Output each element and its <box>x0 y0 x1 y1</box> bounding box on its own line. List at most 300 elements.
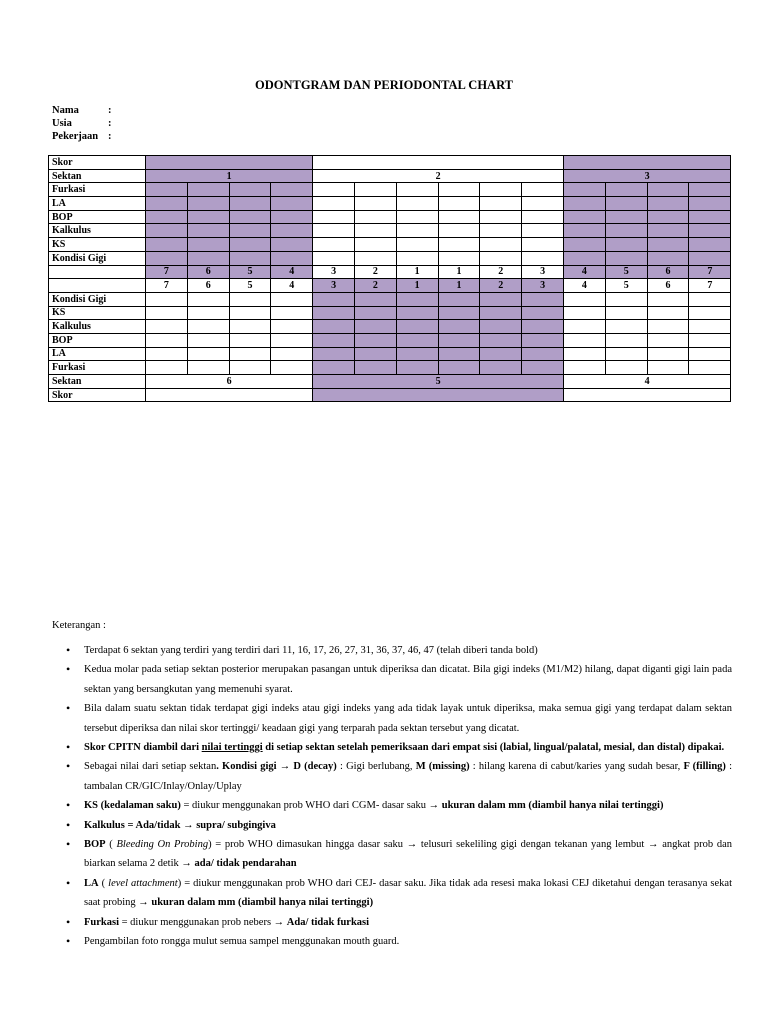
tooth-cell[interactable] <box>187 210 229 224</box>
patient-field-age <box>52 117 112 130</box>
tooth-cell[interactable] <box>647 333 689 347</box>
tooth-cell[interactable] <box>187 361 229 375</box>
tooth-cell[interactable] <box>146 361 188 375</box>
tooth-cell[interactable] <box>313 224 355 238</box>
row-label: Kondisi Gigi <box>49 292 146 306</box>
empty-label-cell <box>49 279 146 293</box>
tooth-cell[interactable] <box>313 361 355 375</box>
tooth-cell[interactable] <box>564 251 606 265</box>
field-label: Usia <box>52 118 72 130</box>
score-cell[interactable] <box>146 156 313 170</box>
tooth-cell[interactable] <box>480 361 522 375</box>
tooth-cell[interactable] <box>480 224 522 238</box>
tooth-cell[interactable] <box>689 183 731 197</box>
note-text: nilai tertinggi <box>201 742 263 754</box>
tooth-cell[interactable] <box>271 361 313 375</box>
note-text: level attachment <box>108 877 178 889</box>
note-item <box>52 874 732 913</box>
tooth-cell[interactable] <box>564 347 606 361</box>
tooth-cell[interactable] <box>146 210 188 224</box>
row-label: Skor <box>49 388 146 402</box>
note-text: Pengambilan foto rongga mulut semua sampel menggunakan mouth guard. <box>84 936 400 948</box>
tooth-cell[interactable] <box>354 224 396 238</box>
note-text: ukuran dalam mm (diambil hanya nilai tertinggi) <box>441 800 664 812</box>
tooth-cell[interactable] <box>313 238 355 252</box>
tooth-cell[interactable] <box>146 224 188 238</box>
chart-row <box>49 169 731 183</box>
note-text: . Kondisi gigi → D (decay) <box>216 761 337 773</box>
tooth-cell[interactable] <box>229 320 271 334</box>
row-label: Furkasi <box>49 183 146 197</box>
note-item <box>52 796 732 815</box>
note-item <box>52 738 732 757</box>
tooth-number: 2 <box>354 279 396 293</box>
tooth-cell[interactable] <box>438 292 480 306</box>
tooth-number: 5 <box>605 265 647 279</box>
tooth-cell[interactable] <box>480 238 522 252</box>
tooth-cell[interactable] <box>480 210 522 224</box>
tooth-cell[interactable] <box>396 238 438 252</box>
tooth-number: 4 <box>564 279 606 293</box>
tooth-cell[interactable] <box>271 347 313 361</box>
note-text: Bila dalam suatu sektan tidak terdapat gigi indeks atau gigi indeks yang ada tidak layak untuk diperiksa, maka semua gigi yang terdapat dalam sektan tersebut diperiksa dan nilai skor tertinggi/ keadaan gigi yang terparah pada sektan tersebut yang dicatat. <box>84 703 732 734</box>
tooth-cell[interactable] <box>146 333 188 347</box>
tooth-cell[interactable] <box>480 183 522 197</box>
tooth-cell[interactable] <box>354 238 396 252</box>
note-item <box>52 913 732 932</box>
tooth-number: 6 <box>647 265 689 279</box>
tooth-number: 4 <box>271 265 313 279</box>
score-cell[interactable] <box>313 156 564 170</box>
patient-info <box>52 104 112 144</box>
tooth-number: 6 <box>187 279 229 293</box>
tooth-cell[interactable] <box>271 333 313 347</box>
tooth-cell[interactable] <box>689 347 731 361</box>
field-separator: : <box>108 118 112 130</box>
tooth-number: 7 <box>689 265 731 279</box>
note-text: Ada/ tidak furkasi <box>286 916 370 928</box>
tooth-cell[interactable] <box>354 306 396 320</box>
note-text: M (missing) <box>415 761 470 773</box>
note-text: Skor CPITN diambil dari <box>84 742 202 754</box>
patient-field-occupation <box>52 130 112 143</box>
tooth-cell[interactable] <box>313 292 355 306</box>
tooth-cell[interactable] <box>396 306 438 320</box>
tooth-number: 7 <box>146 265 188 279</box>
tooth-cell[interactable] <box>605 224 647 238</box>
note-text: F (filling) <box>683 761 726 773</box>
page-title: ODONTGRAM DAN PERIODONTAL CHART <box>254 78 514 92</box>
sextant-label: 6 <box>146 375 313 389</box>
sextant-label: 1 <box>146 169 313 183</box>
tooth-cell[interactable] <box>396 292 438 306</box>
tooth-cell[interactable] <box>605 320 647 334</box>
tooth-cell[interactable] <box>689 292 731 306</box>
tooth-cell[interactable] <box>689 320 731 334</box>
note-text: Terdapat 6 sektan yang terdiri yang terdiri dari 11, 16, 17, 26, 27, 31, 36, 37, 46, 47 (telah diberi tanda bold) <box>84 645 538 656</box>
tooth-cell[interactable] <box>271 320 313 334</box>
tooth-number: 4 <box>564 265 606 279</box>
score-cell[interactable] <box>313 388 564 402</box>
tooth-cell[interactable] <box>605 238 647 252</box>
note-item <box>52 699 732 738</box>
tooth-cell[interactable] <box>187 251 229 265</box>
tooth-cell[interactable] <box>564 238 606 252</box>
tooth-cell[interactable] <box>480 292 522 306</box>
tooth-cell[interactable] <box>354 320 396 334</box>
tooth-cell[interactable] <box>271 197 313 211</box>
tooth-cell[interactable] <box>187 238 229 252</box>
tooth-cell[interactable] <box>689 361 731 375</box>
note-text: : tambalan CR/GIC/Inlay/Onlay/Uplay <box>84 761 733 792</box>
tooth-cell[interactable] <box>522 183 564 197</box>
tooth-cell[interactable] <box>689 210 731 224</box>
note-text: ada/ tidak pendarahan <box>194 858 297 870</box>
tooth-cell[interactable] <box>187 320 229 334</box>
note-text: di setiap sektan setelah pemeriksaan dari empat sisi (labial, lingual/palatal, mesial, dan distal) dipakai. <box>262 742 725 754</box>
tooth-cell[interactable] <box>438 361 480 375</box>
score-cell[interactable] <box>146 388 313 402</box>
chart-row <box>49 292 731 306</box>
tooth-cell[interactable] <box>229 306 271 320</box>
tooth-cell[interactable] <box>271 251 313 265</box>
tooth-cell[interactable] <box>438 238 480 252</box>
tooth-cell[interactable] <box>187 224 229 238</box>
tooth-cell[interactable] <box>438 197 480 211</box>
tooth-cell[interactable] <box>689 197 731 211</box>
tooth-cell[interactable] <box>146 347 188 361</box>
tooth-cell[interactable] <box>522 210 564 224</box>
empty-label-cell <box>49 265 146 279</box>
tooth-cell[interactable] <box>354 347 396 361</box>
sextant-label: 2 <box>313 169 564 183</box>
tooth-cell[interactable] <box>647 183 689 197</box>
note-text: ) = prob WHO dimasukan hingga dasar saku → telusuri sekeliling gigi dengan tekanan yang lembut → angkat prob dan biarkan selama 2 detik → <box>84 839 733 870</box>
note-text: = diukur menggunakan prob nebers → <box>119 916 287 928</box>
tooth-cell[interactable] <box>271 238 313 252</box>
tooth-cell[interactable] <box>522 333 564 347</box>
tooth-number: 3 <box>522 279 564 293</box>
chart-row <box>49 251 731 265</box>
tooth-cell[interactable] <box>647 320 689 334</box>
row-label: KS <box>49 238 146 252</box>
tooth-number: 7 <box>689 279 731 293</box>
score-cell[interactable] <box>564 388 731 402</box>
tooth-cell[interactable] <box>271 183 313 197</box>
tooth-cell[interactable] <box>522 251 564 265</box>
tooth-cell[interactable] <box>396 251 438 265</box>
tooth-cell[interactable] <box>480 197 522 211</box>
tooth-cell[interactable] <box>229 224 271 238</box>
tooth-number: 5 <box>229 279 271 293</box>
note-text: ( <box>98 877 109 889</box>
chart-row <box>49 375 731 389</box>
tooth-cell[interactable] <box>229 292 271 306</box>
tooth-number: 1 <box>396 265 438 279</box>
note-text: Kedua molar pada setiap sektan posterior merupakan pasangan untuk diperiksa dan dicatat. Bila gigi indeks (M1/M2) hilang, dapat diganti gigi lain pada sektan yang bersangkutan yang memenuhi syarat. <box>84 664 732 695</box>
tooth-cell[interactable] <box>564 333 606 347</box>
tooth-cell[interactable] <box>564 183 606 197</box>
tooth-cell[interactable] <box>647 251 689 265</box>
tooth-cell[interactable] <box>564 224 606 238</box>
tooth-cell[interactable] <box>354 210 396 224</box>
note-text: ) = diukur menggunakan prob WHO dari CEJ- dasar saku. Jika tidak ada resesi maka lokasi CEJ diketahui dengan terasanya sekat saat probing → <box>84 877 732 909</box>
tooth-cell[interactable] <box>605 183 647 197</box>
tooth-number: 3 <box>313 279 355 293</box>
tooth-cell[interactable] <box>605 306 647 320</box>
tooth-cell[interactable] <box>647 210 689 224</box>
tooth-number: 3 <box>313 265 355 279</box>
chart-row <box>49 183 731 197</box>
tooth-cell[interactable] <box>354 183 396 197</box>
tooth-cell[interactable] <box>522 292 564 306</box>
tooth-cell[interactable] <box>438 320 480 334</box>
tooth-cell[interactable] <box>564 361 606 375</box>
tooth-number: 2 <box>480 265 522 279</box>
tooth-cell[interactable] <box>480 306 522 320</box>
row-label: Kalkulus <box>49 320 146 334</box>
sextant-label: 5 <box>313 375 564 389</box>
tooth-cell[interactable] <box>480 320 522 334</box>
note-text: KS (kedalaman saku) <box>84 800 181 812</box>
tooth-number: 6 <box>647 279 689 293</box>
chart-row <box>49 210 731 224</box>
tooth-cell[interactable] <box>313 251 355 265</box>
tooth-cell[interactable] <box>313 333 355 347</box>
tooth-cell[interactable] <box>146 306 188 320</box>
notes-section <box>52 620 732 952</box>
tooth-cell[interactable] <box>564 320 606 334</box>
tooth-cell[interactable] <box>689 224 731 238</box>
tooth-cell[interactable] <box>396 183 438 197</box>
tooth-cell[interactable] <box>480 251 522 265</box>
chart-row <box>49 238 731 252</box>
note-text: Sebagai nilai dari setiap sektan <box>84 761 217 773</box>
note-text: ukuran dalam mm (diambil hanya nilai tertinggi) <box>151 897 374 909</box>
notes-heading: Keterangan : <box>52 620 106 631</box>
note-text: LA <box>84 877 99 889</box>
tooth-cell[interactable] <box>522 197 564 211</box>
row-label: Sektan <box>49 169 146 183</box>
tooth-cell[interactable] <box>354 292 396 306</box>
tooth-cell[interactable] <box>522 224 564 238</box>
tooth-number: 4 <box>271 279 313 293</box>
row-label: Kalkulus <box>49 224 146 238</box>
chart-row <box>49 347 731 361</box>
tooth-cell[interactable] <box>313 306 355 320</box>
tooth-cell[interactable] <box>354 361 396 375</box>
tooth-cell[interactable] <box>480 347 522 361</box>
tooth-cell[interactable] <box>354 197 396 211</box>
tooth-cell[interactable] <box>522 361 564 375</box>
chart-row <box>49 333 731 347</box>
tooth-number: 1 <box>396 279 438 293</box>
tooth-number: 3 <box>522 265 564 279</box>
tooth-cell[interactable] <box>438 347 480 361</box>
tooth-cell[interactable] <box>438 251 480 265</box>
tooth-cell[interactable] <box>313 347 355 361</box>
note-item <box>52 757 732 796</box>
tooth-cell[interactable] <box>564 292 606 306</box>
tooth-cell[interactable] <box>313 183 355 197</box>
tooth-cell[interactable] <box>396 197 438 211</box>
row-label: Kondisi Gigi <box>49 251 146 265</box>
tooth-number: 2 <box>480 279 522 293</box>
sextant-label: 4 <box>564 375 731 389</box>
row-label: BOP <box>49 210 146 224</box>
tooth-cell[interactable] <box>605 292 647 306</box>
chart-row <box>49 197 731 211</box>
note-item <box>52 932 732 951</box>
note-item <box>52 660 732 699</box>
tooth-number: 5 <box>605 279 647 293</box>
note-item <box>52 641 732 660</box>
tooth-cell[interactable] <box>229 197 271 211</box>
field-separator: : <box>108 105 112 116</box>
tooth-cell[interactable] <box>313 197 355 211</box>
tooth-cell[interactable] <box>522 320 564 334</box>
tooth-cell[interactable] <box>689 333 731 347</box>
tooth-cell[interactable] <box>689 306 731 320</box>
tooth-cell[interactable] <box>187 306 229 320</box>
row-label: LA <box>49 347 146 361</box>
note-text: Bleeding On Probing <box>116 839 209 851</box>
tooth-cell[interactable] <box>522 306 564 320</box>
field-separator: : <box>108 131 112 143</box>
tooth-cell[interactable] <box>438 333 480 347</box>
note-text: Furkasi <box>84 916 120 928</box>
tooth-cell[interactable] <box>271 210 313 224</box>
tooth-cell[interactable] <box>605 197 647 211</box>
patient-field-name <box>52 104 112 117</box>
tooth-cell[interactable] <box>396 347 438 361</box>
tooth-cell[interactable] <box>271 292 313 306</box>
tooth-cell[interactable] <box>647 197 689 211</box>
tooth-cell[interactable] <box>271 306 313 320</box>
tooth-cell[interactable] <box>146 320 188 334</box>
note-text: : hilang karena di cabut/karies yang sudah besar, <box>469 761 684 773</box>
chart-row <box>49 388 731 402</box>
tooth-cell[interactable] <box>396 361 438 375</box>
tooth-number: 5 <box>229 265 271 279</box>
tooth-cell[interactable] <box>187 292 229 306</box>
tooth-number: 2 <box>354 265 396 279</box>
tooth-cell[interactable] <box>229 333 271 347</box>
tooth-cell[interactable] <box>229 183 271 197</box>
chart-row <box>49 224 731 238</box>
chart-row <box>49 361 731 375</box>
tooth-cell[interactable] <box>146 292 188 306</box>
tooth-cell[interactable] <box>605 251 647 265</box>
tooth-cell[interactable] <box>689 238 731 252</box>
tooth-cell[interactable] <box>313 210 355 224</box>
tooth-cell[interactable] <box>605 347 647 361</box>
tooth-cell[interactable] <box>187 183 229 197</box>
tooth-cell[interactable] <box>229 361 271 375</box>
tooth-cell[interactable] <box>605 361 647 375</box>
tooth-cell[interactable] <box>647 238 689 252</box>
tooth-cell[interactable] <box>522 238 564 252</box>
row-label: LA <box>49 197 146 211</box>
tooth-cell[interactable] <box>146 197 188 211</box>
tooth-number: 1 <box>438 279 480 293</box>
note-item <box>52 835 732 874</box>
tooth-cell[interactable] <box>271 224 313 238</box>
tooth-cell[interactable] <box>187 333 229 347</box>
tooth-cell[interactable] <box>689 251 731 265</box>
tooth-cell[interactable] <box>396 320 438 334</box>
chart-row <box>49 156 731 170</box>
tooth-cell[interactable] <box>564 306 606 320</box>
tooth-cell[interactable] <box>229 210 271 224</box>
tooth-cell[interactable] <box>564 197 606 211</box>
tooth-cell[interactable] <box>605 333 647 347</box>
row-label: Furkasi <box>49 361 146 375</box>
tooth-cell[interactable] <box>354 333 396 347</box>
tooth-cell[interactable] <box>522 347 564 361</box>
chart-row <box>49 320 731 334</box>
tooth-cell[interactable] <box>438 183 480 197</box>
tooth-cell[interactable] <box>313 320 355 334</box>
field-label: Pekerjaan <box>52 131 99 143</box>
tooth-number: 6 <box>187 265 229 279</box>
note-text: Kalkulus = Ada/tidak → supra/ subgingiva <box>84 819 276 831</box>
tooth-cell[interactable] <box>146 183 188 197</box>
tooth-cell[interactable] <box>647 292 689 306</box>
tooth-cell[interactable] <box>146 251 188 265</box>
lower-teeth-row <box>49 279 731 293</box>
tooth-cell[interactable] <box>564 210 606 224</box>
row-label: Skor <box>49 156 146 170</box>
tooth-cell[interactable] <box>396 333 438 347</box>
tooth-cell[interactable] <box>354 251 396 265</box>
tooth-cell[interactable] <box>647 224 689 238</box>
tooth-cell[interactable] <box>647 361 689 375</box>
note-text: ( <box>105 839 117 851</box>
tooth-cell[interactable] <box>229 238 271 252</box>
tooth-number: 1 <box>438 265 480 279</box>
tooth-cell[interactable] <box>605 210 647 224</box>
tooth-cell[interactable] <box>229 251 271 265</box>
tooth-cell[interactable] <box>647 347 689 361</box>
note-text: = diukur menggunakan prob WHO dari CGM- dasar saku → <box>180 800 442 812</box>
tooth-cell[interactable] <box>146 238 188 252</box>
tooth-cell[interactable] <box>396 224 438 238</box>
tooth-cell[interactable] <box>438 306 480 320</box>
chart-row <box>49 306 731 320</box>
tooth-cell[interactable] <box>438 224 480 238</box>
note-text: BOP <box>84 839 106 851</box>
row-label: KS <box>49 306 146 320</box>
tooth-cell[interactable] <box>187 347 229 361</box>
note-text: : Gigi berlubang, <box>336 761 416 773</box>
tooth-number: 7 <box>146 279 188 293</box>
tooth-cell[interactable] <box>187 197 229 211</box>
tooth-cell[interactable] <box>396 210 438 224</box>
row-label: Sektan <box>49 375 146 389</box>
tooth-cell[interactable] <box>229 347 271 361</box>
periodontal-chart-table <box>48 155 731 402</box>
sextant-label: 3 <box>564 169 731 183</box>
note-item <box>52 816 732 835</box>
row-label: BOP <box>49 333 146 347</box>
tooth-cell[interactable] <box>480 333 522 347</box>
upper-teeth-row <box>49 265 731 279</box>
tooth-cell[interactable] <box>647 306 689 320</box>
tooth-cell[interactable] <box>438 210 480 224</box>
field-label: Nama <box>52 105 79 116</box>
score-cell[interactable] <box>564 156 731 170</box>
